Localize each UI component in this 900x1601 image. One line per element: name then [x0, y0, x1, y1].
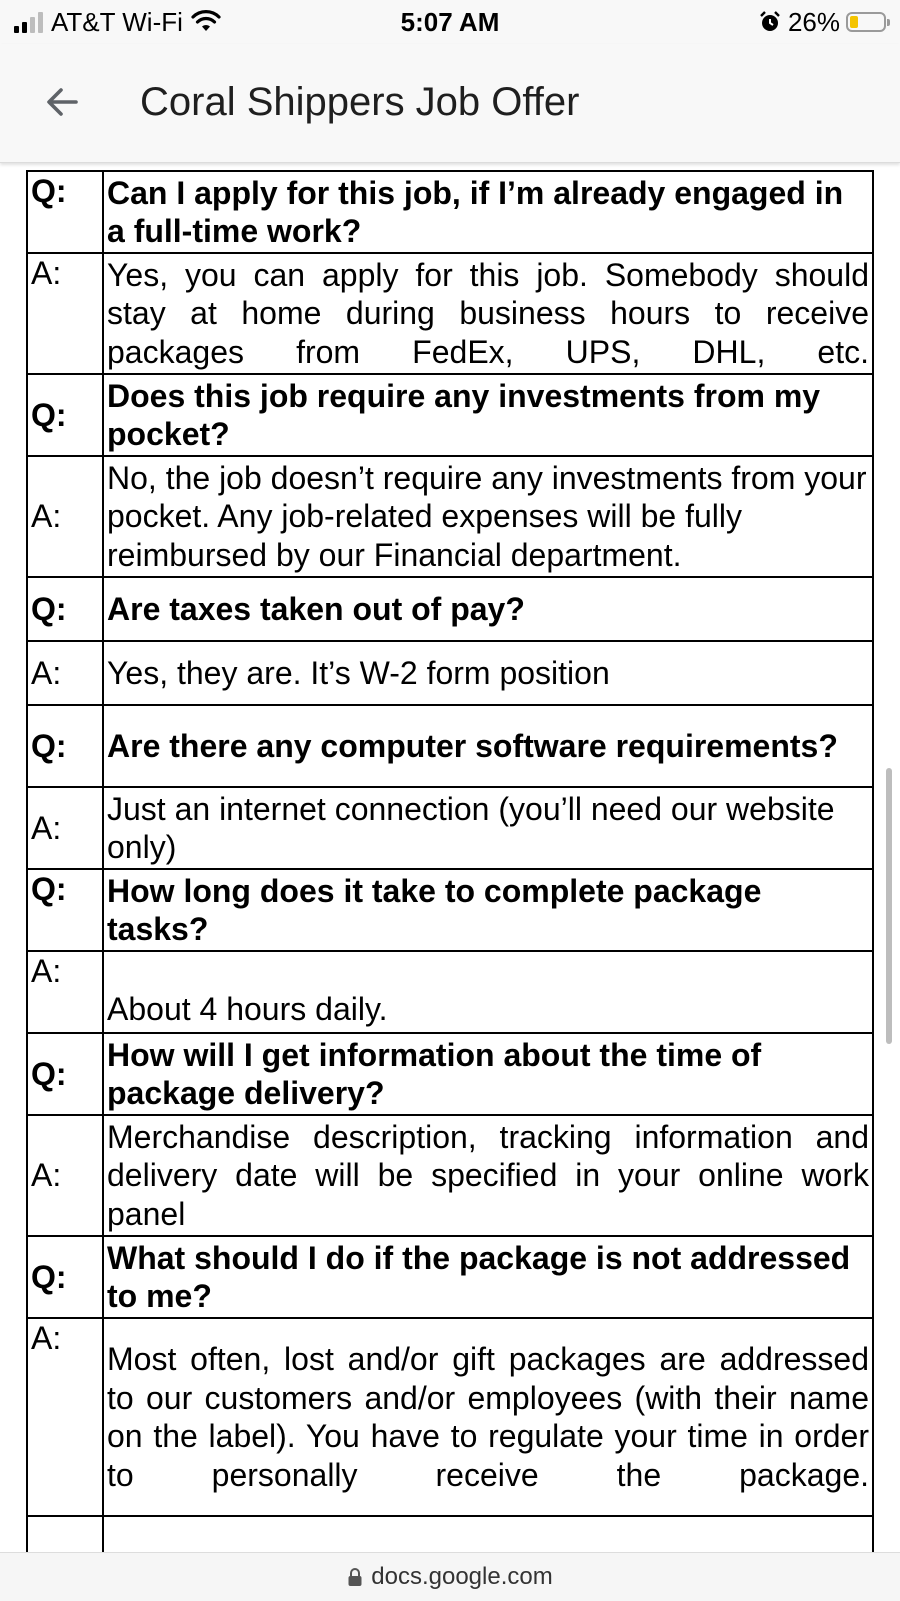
lock-icon — [347, 1567, 363, 1587]
question-row — [27, 1236, 873, 1318]
answer-label: A: — [27, 1318, 103, 1516]
answer-text: Merchandise description, tracking information and delivery date will be specified in your online work panel — [103, 1115, 873, 1236]
table-row-partial — [27, 1516, 873, 1556]
answer-row — [27, 456, 873, 577]
scrollbar-thumb[interactable] — [886, 768, 892, 1044]
url-bar[interactable] — [0, 1552, 900, 1601]
app-header — [0, 44, 900, 163]
answer-label: A: — [27, 1115, 103, 1236]
battery-icon — [846, 12, 886, 32]
question-row — [27, 374, 873, 456]
answer-text: Yes, you can apply for this job. Somebody should stay at home during business hours to receive packages from FedEx, UPS, DHL, etc. — [103, 253, 873, 374]
answer-label: A: — [27, 787, 103, 869]
answer-text: Yes, they are. It’s W-2 form position — [103, 641, 873, 705]
question-row — [27, 1033, 873, 1115]
url-domain: docs.google.com — [371, 1563, 553, 1590]
answer-label: A: — [27, 253, 103, 374]
question-text: How will I get information about the time of package delivery? — [103, 1033, 873, 1115]
battery-percent: 26% — [787, 6, 840, 37]
question-row — [27, 869, 873, 951]
carrier-label: AT&T Wi-Fi — [51, 6, 183, 37]
answer-text: About 4 hours daily. — [103, 951, 873, 1033]
question-text: Are taxes taken out of pay? — [103, 577, 873, 641]
question-label: Q: — [27, 171, 103, 253]
battery-level-fill — [850, 16, 858, 28]
status-right — [758, 7, 886, 37]
back-button[interactable] — [38, 78, 86, 126]
question-text: Does this job require any investments from my pocket? — [103, 374, 873, 456]
answer-text: No, the job doesn’t require any investments from your pocket. Any job-related expenses will be fully reimbursed by our Financial department. — [103, 456, 873, 577]
document-body — [26, 170, 874, 1557]
answer-row — [27, 951, 873, 1033]
status-bar — [0, 0, 900, 44]
faq-table — [26, 170, 874, 1557]
answer-text: Most often, lost and/or gift packages are addressed to our customers and/or employees (with their name on the label). You have to regulate your time in order to personally receive the package. — [103, 1318, 873, 1516]
answer-row — [27, 253, 873, 374]
page-title: Coral Shippers Job Offer — [140, 80, 580, 124]
question-text: Are there any computer software requirements? — [103, 705, 873, 787]
question-label: Q: — [27, 869, 103, 951]
question-label: Q: — [27, 577, 103, 641]
question-row — [27, 577, 873, 641]
answer-row — [27, 787, 873, 869]
question-label: Q: — [27, 705, 103, 787]
arrow-left-icon — [42, 82, 82, 122]
status-time: 5:07 AM — [400, 7, 500, 37]
alarm-clock-icon — [758, 10, 782, 34]
answer-row — [27, 1318, 873, 1516]
question-label: Q: — [27, 1236, 103, 1318]
answer-row — [27, 1115, 873, 1236]
answer-label: A: — [27, 456, 103, 577]
answer-text: Just an internet connection (you’ll need our website only) — [103, 787, 873, 869]
question-label: Q: — [27, 1033, 103, 1115]
question-text: Can I apply for this job, if I’m already engaged in a full-time work? — [103, 171, 873, 253]
question-label: Q: — [27, 374, 103, 456]
answer-label: A: — [27, 641, 103, 705]
answer-label: A: — [27, 951, 103, 1033]
answer-row — [27, 641, 873, 705]
question-text: What should I do if the package is not addressed to me? — [103, 1236, 873, 1318]
question-row — [27, 171, 873, 253]
question-row — [27, 705, 873, 787]
question-text: How long does it take to complete package tasks? — [103, 869, 873, 951]
